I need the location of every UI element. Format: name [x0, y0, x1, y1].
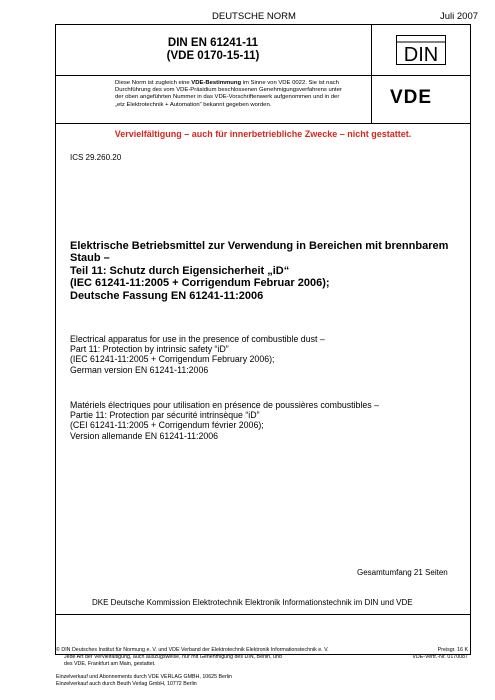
notice-line3: der oben angeführten Nummer in das VDE-Vorschriftenwerk aufgenommen und in der — [115, 94, 340, 101]
sales-line: Einzelverkauf und Abonnements durch VDE VERLAG GMBH, 10625 Berlin — [56, 674, 233, 680]
german-title — [70, 240, 460, 302]
committee-line: DKE Deutsche Kommission Elektrotechnik Elektronik Informationstechnik im DIN und VDE — [92, 598, 413, 607]
vde-logo-box — [372, 76, 471, 124]
english-title-line: Electrical apparatus for use in the presence of combustible dust – — [70, 334, 325, 344]
total-pages: Gesamtumfang 21 Seiten — [357, 568, 448, 577]
price-info — [396, 647, 468, 661]
din-number: DIN EN 61241-11 — [167, 37, 259, 49]
vde-notice — [55, 76, 372, 124]
standard-number-block — [55, 24, 372, 76]
copyright-notice — [56, 647, 406, 667]
german-title-line: (IEC 61241-11:2005 + Corrigendum Februar 2006); — [70, 277, 330, 290]
french-title-line: Matériels électriques pour utilisation en présence de poussières combustibles – — [70, 400, 380, 410]
notice-line4: „etz Elektrotechnik + Automation“ bekannt gegeben worden. — [115, 101, 272, 108]
notice-line1-start: Diese Norm ist zugleich eine — [115, 80, 192, 86]
sales-info — [56, 674, 232, 688]
french-title — [70, 400, 460, 441]
din-logo-box — [372, 24, 471, 76]
german-title-line: Staub – — [70, 252, 110, 265]
publication-date: Juli 2007 — [440, 11, 479, 22]
german-title-line: Elektrische Betriebsmittel zur Verwendung in Bereichen mit brennbarem — [70, 240, 449, 252]
din-logo-icon — [396, 35, 446, 65]
notice-line2: Durchführung des vom VDE-Präsidium beschlossenen Genehmigungsverfahrens unter — [115, 87, 342, 94]
vde-order-number: VDE-Vertr.-Nr. 0170087 — [412, 653, 468, 660]
english-title-line: Part 11: Protection by intrinsic safety “iD” — [70, 344, 229, 355]
copyright-line: © DIN Deutsches Institut für Normung e. V. und VDE Verband der Elektrotechnik Elektronik Informationstechnik e. V. — [56, 647, 329, 653]
price-group: Preisgr. 16 K — [437, 647, 468, 653]
german-title-line: Teil 11: Schutz durch Eigensicherheit „iD“ — [70, 264, 290, 277]
english-title-line: (IEC 61241-11:2005 + Corrigendum February 2006); — [70, 354, 275, 365]
vde-logo: VDE — [390, 87, 433, 108]
standard-type-header: DEUTSCHE NORM — [212, 11, 296, 22]
notice-vde-bestimmung: VDE-Bestimmung — [191, 80, 242, 86]
ics-code: ICS 29.260.20 — [70, 153, 122, 162]
footer-divider — [55, 614, 471, 615]
copyright-line: Jede Art der Vervielfältigung, auch auszugsweise, nur mit Genehmigung des DIN, Berlin, und — [64, 653, 282, 660]
french-title-line: Partie 11: Protection par sécurité intrinsèque “iD” — [70, 410, 260, 421]
notice-line1-end: im Sinne von VDE 0022. Sie ist nach — [241, 80, 339, 86]
german-title-line: Deutsche Fassung EN 61241-11:2006 — [70, 289, 264, 302]
french-title-line: (CEI 61241-11:2005 + Corrigendum février 2006); — [70, 420, 264, 431]
copy-prohibition-warning: Vervielfältigung – auch für innerbetriebliche Zwecke – nicht gestattet. — [114, 129, 412, 139]
sales-line: Einzelverkauf auch durch Beuth Verlag GmbH, 10772 Berlin — [56, 681, 197, 687]
vde-number: (VDE 0170-15-11) — [166, 50, 260, 62]
english-title-line: German version EN 61241-11:2006 — [70, 364, 209, 375]
copyright-line: des VDE, Frankfurt am Main, gestattet. — [64, 660, 156, 667]
din-logo-text: DIN — [403, 44, 439, 65]
english-title — [70, 334, 460, 375]
french-title-line: Version allemande EN 61241-11:2006 — [70, 430, 219, 441]
